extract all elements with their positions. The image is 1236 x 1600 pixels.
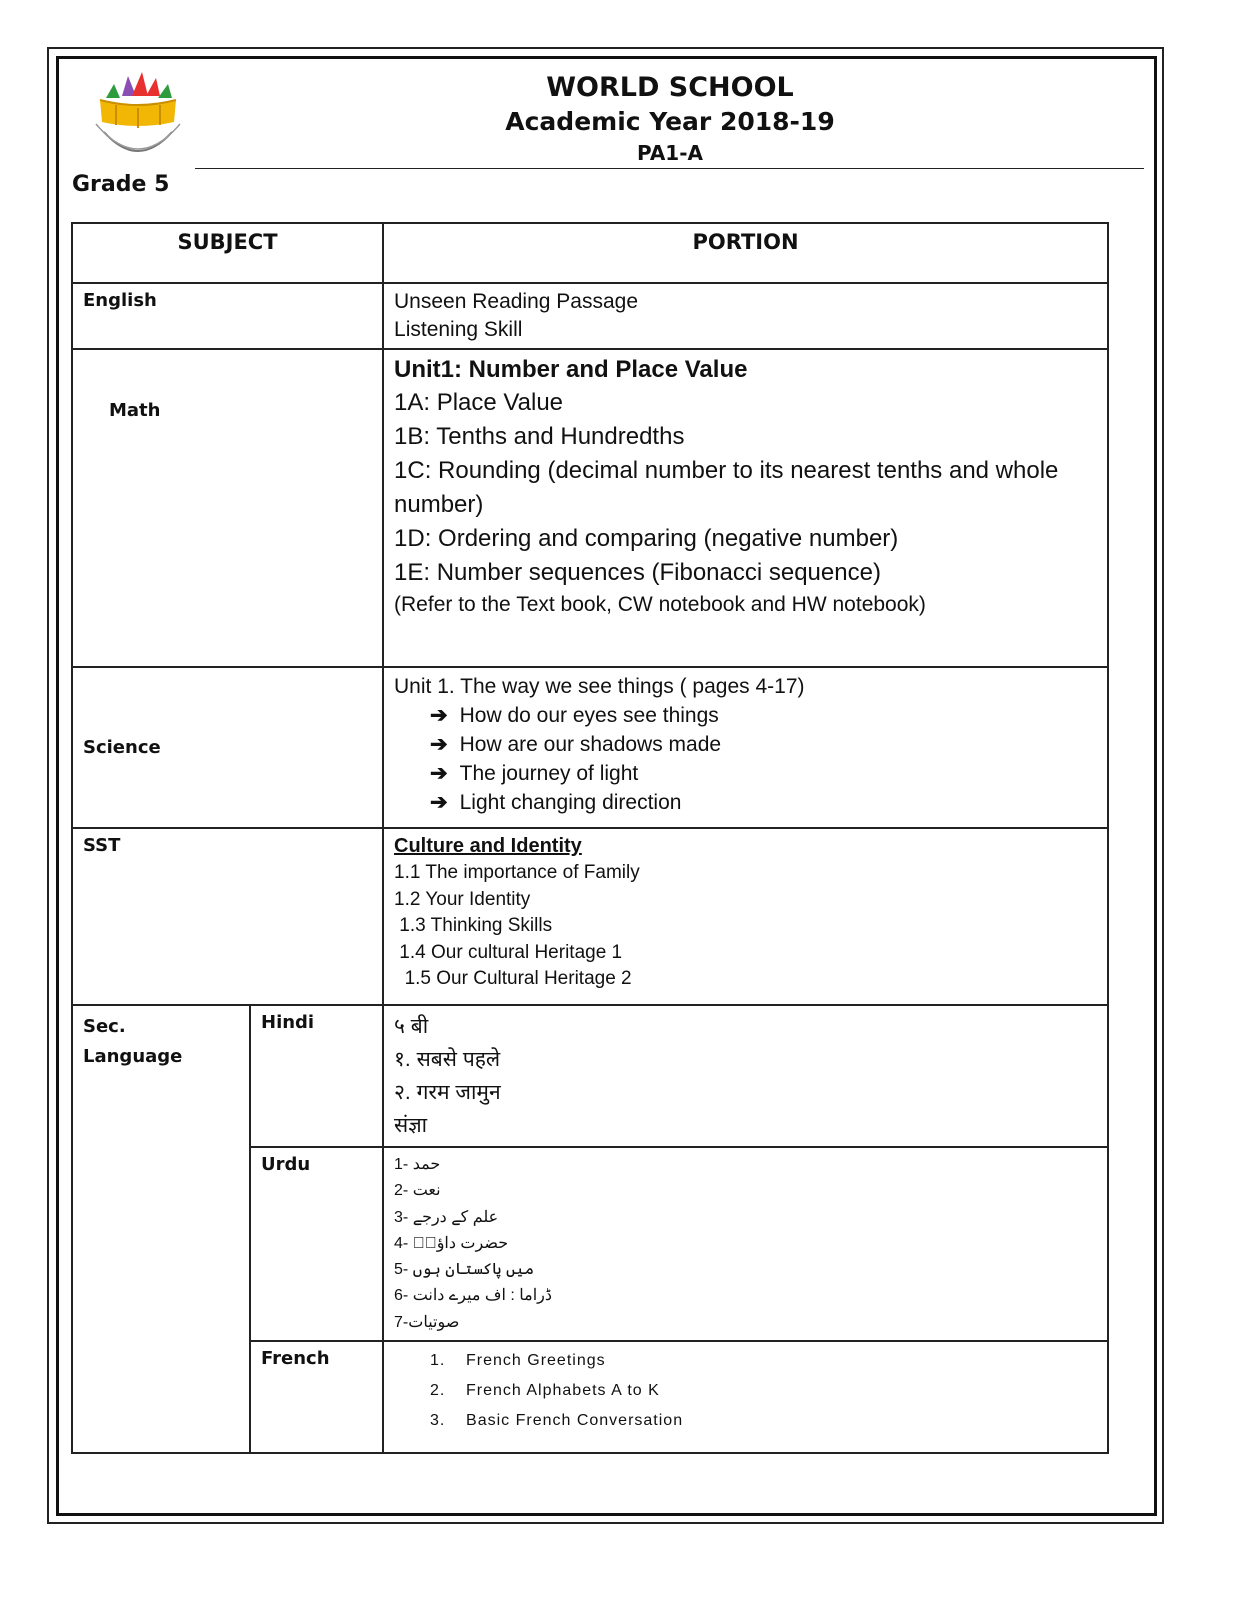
school-name: WORLD SCHOOL — [546, 72, 794, 103]
science-unit-title: Unit 1. The way we see things ( pages 4-17) — [394, 675, 805, 698]
list-item: 5- میں پاکستان ہوں — [394, 1261, 535, 1279]
math-note: (Refer to the Text book, CW notebook and HW notebook) — [394, 593, 926, 616]
list-item: 1- حمد — [394, 1156, 441, 1173]
grade-label: Grade 5 — [72, 172, 170, 197]
list-item: Listening Skill — [394, 318, 523, 341]
list-item: 1.3 Thinking Skills — [394, 915, 553, 936]
subject-header: SUBJECT — [72, 223, 383, 283]
syllabus-table — [71, 222, 1109, 1454]
table-row-math — [72, 349, 1108, 667]
arrow-right-icon: ➔ — [430, 704, 448, 727]
list-item: ➔ How do our eyes see things — [430, 704, 719, 727]
arrow-right-icon: ➔ — [430, 762, 448, 785]
subject-english: English — [72, 283, 383, 349]
list-item: संज्ञा — [394, 1114, 428, 1137]
header-rule — [195, 168, 1144, 169]
portion-english — [383, 283, 1108, 349]
list-item: 2. French Alphabets A to K — [430, 1382, 660, 1400]
sst-unit-title: Culture and Identity — [394, 835, 582, 857]
subject-science-label: Science — [83, 737, 161, 758]
list-item: 1.1 The importance of Family — [394, 862, 640, 883]
portion-sst — [383, 828, 1108, 1005]
subject-sec-language-label: Sec. Language — [83, 1016, 183, 1067]
subject-french: French — [250, 1341, 383, 1453]
list-item: 1E: Number sequences (Fibonacci sequence) — [394, 559, 881, 586]
table-row-english — [72, 283, 1108, 349]
assessment-code: PA1-A — [637, 141, 703, 165]
table-row-hindi — [72, 1005, 1108, 1147]
subject-urdu: Urdu — [250, 1147, 383, 1341]
list-item: 1C: Rounding (decimal number to its nearest tenths and whole number) — [394, 457, 1059, 518]
subject-science — [72, 667, 383, 828]
list-item: 1B: Tenths and Hundredths — [394, 423, 685, 450]
subject-math-label: Math — [109, 400, 161, 421]
portion-science — [383, 667, 1108, 828]
academic-year: Academic Year 2018-19 — [505, 107, 835, 136]
arrow-right-icon: ➔ — [430, 791, 448, 814]
table-header-row — [72, 223, 1108, 283]
portion-math — [383, 349, 1108, 667]
portion-hindi — [383, 1005, 1108, 1147]
list-item: 4- حضرت داؤدؑ — [394, 1234, 509, 1252]
table-row-sst — [72, 828, 1108, 1005]
subject-sec-language — [72, 1005, 250, 1453]
list-item: 1D: Ordering and comparing (negative number) — [394, 525, 899, 552]
subject-sst: SST — [72, 828, 383, 1005]
portion-header: PORTION — [383, 223, 1108, 283]
list-item: 7-صوتیات — [394, 1313, 460, 1331]
list-item: 2- نعت — [394, 1182, 441, 1200]
list-item: 1A: Place Value — [394, 389, 564, 416]
subject-math — [72, 349, 383, 667]
math-unit-title: Unit1: Number and Place Value — [394, 356, 748, 383]
list-item: १. सबसे पहले — [394, 1048, 501, 1071]
list-item: Unseen Reading Passage — [394, 290, 639, 313]
list-item: ➔ Light changing direction — [430, 791, 682, 814]
list-item: 3. Basic French Conversation — [430, 1412, 684, 1430]
list-item: ➔ How are our shadows made — [430, 733, 722, 756]
list-item: २. गरम जामुन — [394, 1081, 501, 1104]
school-logo — [86, 70, 190, 160]
table-row-science — [72, 667, 1108, 828]
arrow-right-icon: ➔ — [430, 733, 448, 756]
list-item: 1. French Greetings — [430, 1352, 606, 1370]
list-item: 1.4 Our cultural Heritage 1 — [394, 941, 623, 963]
portion-urdu — [383, 1147, 1108, 1341]
list-item: 3- علم کے درجے — [394, 1208, 499, 1226]
list-item: ➔ The journey of light — [430, 762, 639, 785]
list-item: 6- ڈراما : اف میرے دانت — [394, 1287, 553, 1305]
list-item: 1.2 Your Identity — [394, 888, 531, 910]
portion-french — [383, 1341, 1108, 1453]
list-item: ५ बी — [394, 1015, 429, 1038]
list-item: 1.5 Our Cultural Heritage 2 — [394, 968, 632, 989]
subject-hindi: Hindi — [250, 1005, 383, 1147]
